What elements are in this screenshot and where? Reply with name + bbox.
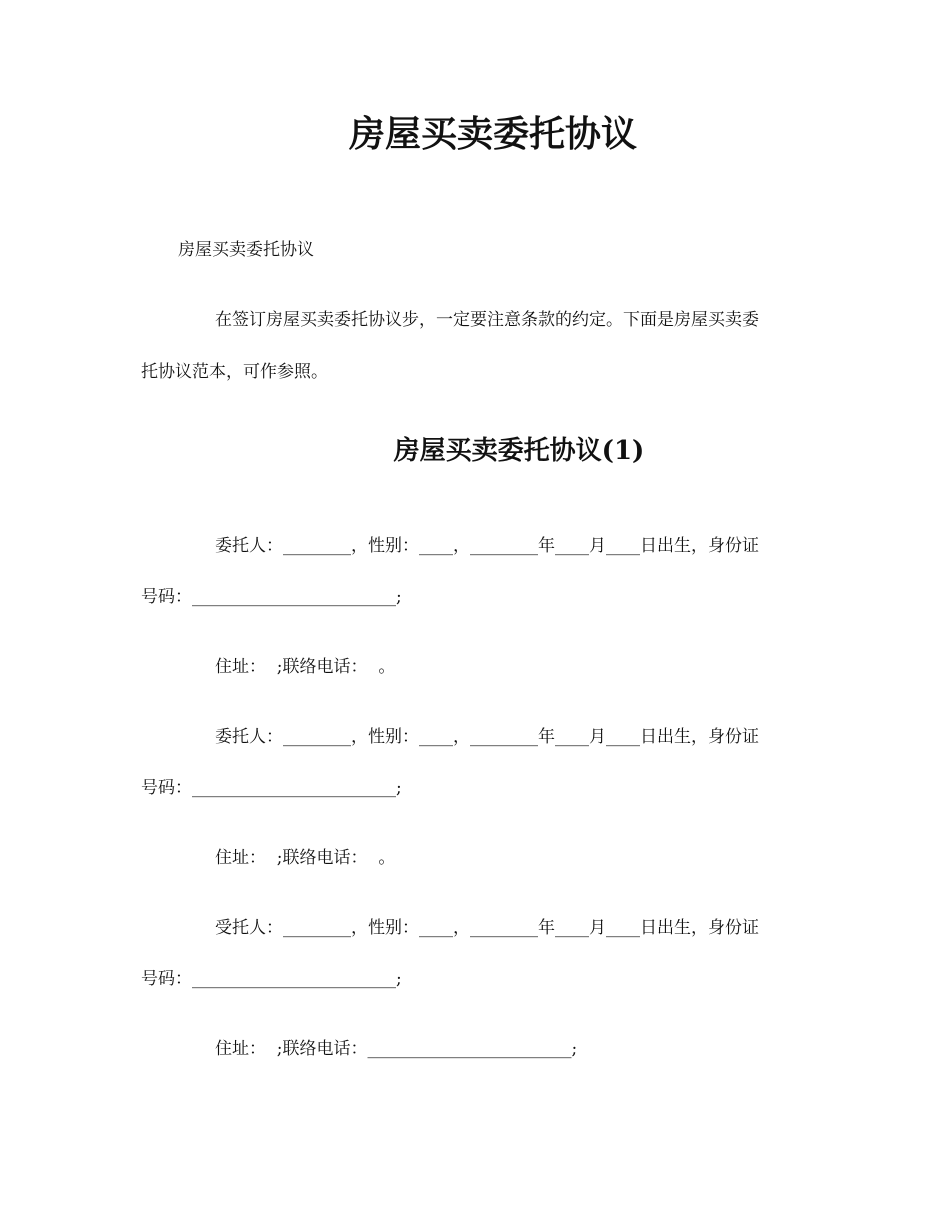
document-title: 房屋买卖委托协议 [348, 113, 637, 155]
trustee-info-line-2: 号码：________________________; [141, 969, 402, 989]
party2-info-line-1: 委托人：________，性别：____，________年____月____日出生，身份证 [215, 727, 759, 747]
party2-info-line-2: 号码：________________________; [141, 778, 402, 798]
trustee-address: 住址： ;联络电话：________________________; [215, 1039, 578, 1059]
party2-address: 住址： ;联络电话： 。 [215, 848, 396, 868]
document-label: 房屋买卖委托协议 [178, 240, 314, 260]
section-title: 房屋买卖委托协议(1) [393, 436, 645, 466]
trustee-info-line-1: 受托人：________，性别：____，________年____月____日出生，身份证 [215, 918, 759, 938]
intro-paragraph-line-2: 托协议范本，可作参照。 [141, 362, 328, 382]
party1-address: 住址： ;联络电话： 。 [215, 657, 396, 677]
party1-info-line-1: 委托人：________，性别：____，________年____月____日出生，身份证 [215, 536, 759, 556]
party1-info-line-2: 号码：________________________; [141, 587, 402, 607]
intro-paragraph-line-1: 在签订房屋买卖委托协议步，一定要注意条款的约定。下面是房屋买卖委 [215, 310, 759, 330]
